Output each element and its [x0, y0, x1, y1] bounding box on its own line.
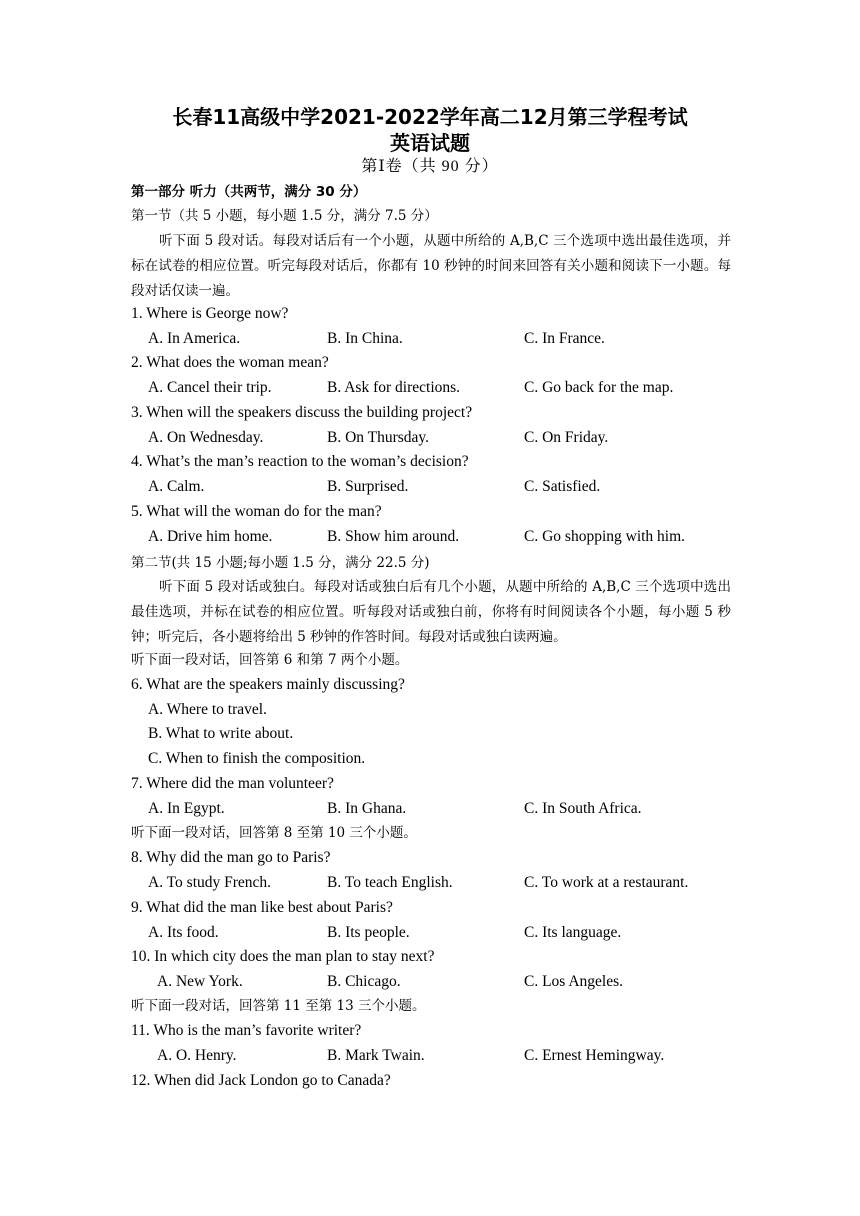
option-b: B. What to write about.	[148, 725, 294, 742]
option-a: A. In America.	[148, 330, 241, 347]
listening-note: 听下面一段对话，回答第 8 至第 10 三个小题。	[131, 825, 417, 841]
section2-instructions: 听下面 5 段对话或独白。每段对话或独白后有几个小题，从题中所给的 A,B,C 三个选项中选出最佳选项，并标在试卷的相应位置。听每段对话或独白前，你将有时间阅读各个小题，每小题 5 秒钟；听完后，各小题将给出 5 秒钟的作答时间。每段对话或独白读两遍。	[131, 579, 731, 645]
option-c: C. Satisfied.	[524, 478, 601, 495]
section1-instructions: 听下面 5 段对话。每段对话后有一个小题，从题中所给的 A,B,C 三个选项中选出最佳选项，并标在试卷的相应位置。听完每段对话后，你都有 10 秒钟的时间来回答有关小题和阅读下一小题。每段对话仅读一遍。	[131, 233, 731, 299]
option-b: B. To teach English.	[327, 874, 453, 891]
option-c: C. Go shopping with him.	[524, 528, 686, 545]
option-a: A. Cancel their trip.	[148, 379, 272, 396]
option-b: B. Ask for directions.	[327, 379, 461, 396]
option-b: B. Chicago.	[327, 973, 401, 990]
option-a: A. Drive him home.	[148, 528, 273, 545]
option-b: B. Its people.	[327, 924, 410, 941]
section1-heading: 第一节（共 5 小题，每小题 1.5 分，满分 7.5 分）	[131, 208, 438, 224]
option-a: A. Its food.	[148, 924, 219, 941]
section2-heading: 第二节(共 15 小题;每小题 1.5 分，满分 22.5 分)	[131, 555, 430, 571]
option-c: C. In France.	[524, 330, 605, 347]
volume-heading: 第Ⅰ卷（共 90 分）	[361, 158, 499, 175]
option-c: C. In South Africa.	[524, 800, 642, 817]
option-a: A. New York.	[157, 973, 243, 990]
option-a: A. Where to travel.	[148, 701, 267, 718]
exam-title: 长春11高级中学2021-2022学年高二12月第三学程考试	[172, 105, 688, 129]
listening-note: 听下面一段对话，回答第 6 和第 7 两个小题。	[131, 652, 409, 668]
question-stem: 1. Where is George now?	[131, 305, 289, 322]
exam-subtitle: 英语试题	[390, 131, 470, 155]
question-stem: 5. What will the woman do for the man?	[131, 503, 382, 520]
option-a: A. O. Henry.	[157, 1047, 237, 1064]
question-stem: 9. What did the man like best about Paris?	[131, 899, 393, 916]
option-a: A. On Wednesday.	[148, 429, 264, 446]
option-b: B. Show him around.	[327, 528, 460, 545]
option-b: B. On Thursday.	[327, 429, 430, 446]
option-c: C. On Friday.	[524, 429, 609, 446]
option-c: C. Ernest Hemingway.	[524, 1047, 665, 1064]
question-stem: 12. When did Jack London go to Canada?	[131, 1072, 391, 1089]
question-stem: 7. Where did the man volunteer?	[131, 775, 334, 792]
option-b: B. In China.	[327, 330, 403, 347]
option-a: A. In Egypt.	[148, 800, 225, 817]
question-stem: 6. What are the speakers mainly discussing?	[131, 676, 405, 693]
option-b: B. In Ghana.	[327, 800, 407, 817]
listening-note: 听下面一段对话，回答第 11 至第 13 三个小题。	[131, 998, 426, 1014]
option-c: C. Go back for the map.	[524, 379, 674, 396]
option-b: B. Surprised.	[327, 478, 409, 495]
question-stem: 3. When will the speakers discuss the building project?	[131, 404, 473, 421]
part1-heading: 第一部分 听力（共两节，满分 30 分）	[131, 184, 367, 200]
option-c: C. Los Angeles.	[524, 973, 624, 990]
question-stem: 10. In which city does the man plan to stay next?	[131, 948, 435, 965]
question-stem: 8. Why did the man go to Paris?	[131, 849, 331, 866]
question-stem: 4. What’s the man’s reaction to the woman’s decision?	[131, 453, 469, 470]
option-c: C. Its language.	[524, 924, 622, 941]
option-b: B. Mark Twain.	[327, 1047, 425, 1064]
option-a: A. To study French.	[148, 874, 272, 891]
option-c: C. To work at a restaurant.	[524, 874, 689, 891]
option-a: A. Calm.	[148, 478, 205, 495]
question-stem: 2. What does the woman mean?	[131, 354, 329, 371]
question-stem: 11. Who is the man’s favorite writer?	[131, 1022, 362, 1039]
option-c: C. When to finish the composition.	[148, 750, 366, 767]
